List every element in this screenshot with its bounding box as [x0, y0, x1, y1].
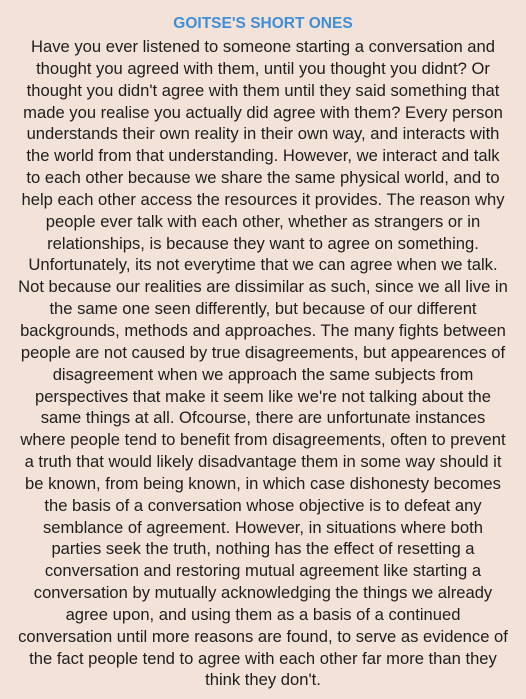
body-line: to each other because we share the same physical world, and to [26, 168, 500, 188]
body-line: agree upon, and using them as a basis of a continued [65, 604, 461, 624]
body-line: Have you ever listened to someone starting a conversation and [31, 37, 495, 56]
body-line: thought you agreed with them, until you thought you didnt? Or [36, 58, 490, 78]
body-line: the world from that understanding. However, we interact and talk [26, 146, 500, 166]
body-line: the basis of a conversation whose objective is to defeat any [44, 495, 482, 515]
body-line: perspectives that make it seem like we're not talking about the [34, 386, 492, 406]
body-line: a truth that would likely disadvantage them in some way should it [24, 452, 502, 472]
document-title: GOITSE'S SHORT ONES [173, 15, 353, 32]
body-line: same things at all. Ofcourse, there are unfortunate instances [40, 408, 486, 428]
body-line: Not because our realities are dissimilar as such, since we all live in [18, 277, 508, 297]
body-line: understands their own reality in their own way, and interacts with [26, 124, 500, 144]
body-line: thought you didn't agree with them until they said something that [26, 80, 500, 100]
body-line: where people tend to benefit from disagreements, often to prevent [20, 430, 506, 450]
body-line: think they don't. [205, 670, 321, 690]
body-line: people ever talk with each other, whether as strangers or in [45, 211, 481, 231]
body-line: the fact people tend to agree with each other far more than they [29, 648, 497, 668]
body-line: be known, from being known, in which case dishonesty becomes [25, 473, 501, 493]
body-line: parties seek the truth, nothing has the effect of resetting a [51, 539, 475, 559]
body-line: relationships, is because they want to agree on something. [47, 233, 479, 253]
body-line: made you realise you actually did agree with them? Every person [23, 102, 503, 122]
document-body [18, 36, 508, 691]
body-line: conversation by mutually acknowledging the things we already [33, 583, 493, 603]
body-line: conversation until more reasons are found, to serve as evidence of [18, 626, 508, 646]
body-line: backgrounds, methods and approaches. The many fights between [20, 320, 506, 340]
body-line: semblance of agreement. However, in situations where both [43, 517, 483, 537]
body-line: the same one seen differently, but because of our different [49, 299, 477, 319]
body-line: people are not caused by true disagreements, but appearences of [20, 342, 506, 362]
body-line: disagreement when we approach the same subjects from [52, 364, 474, 384]
body-line: Unfortunately, its not everytime that we can agree when we talk. [28, 255, 498, 275]
body-line: help each other access the resources it provides. The reason why [21, 189, 505, 209]
body-line: conversation and restoring mutual agreement like starting a [44, 561, 482, 581]
